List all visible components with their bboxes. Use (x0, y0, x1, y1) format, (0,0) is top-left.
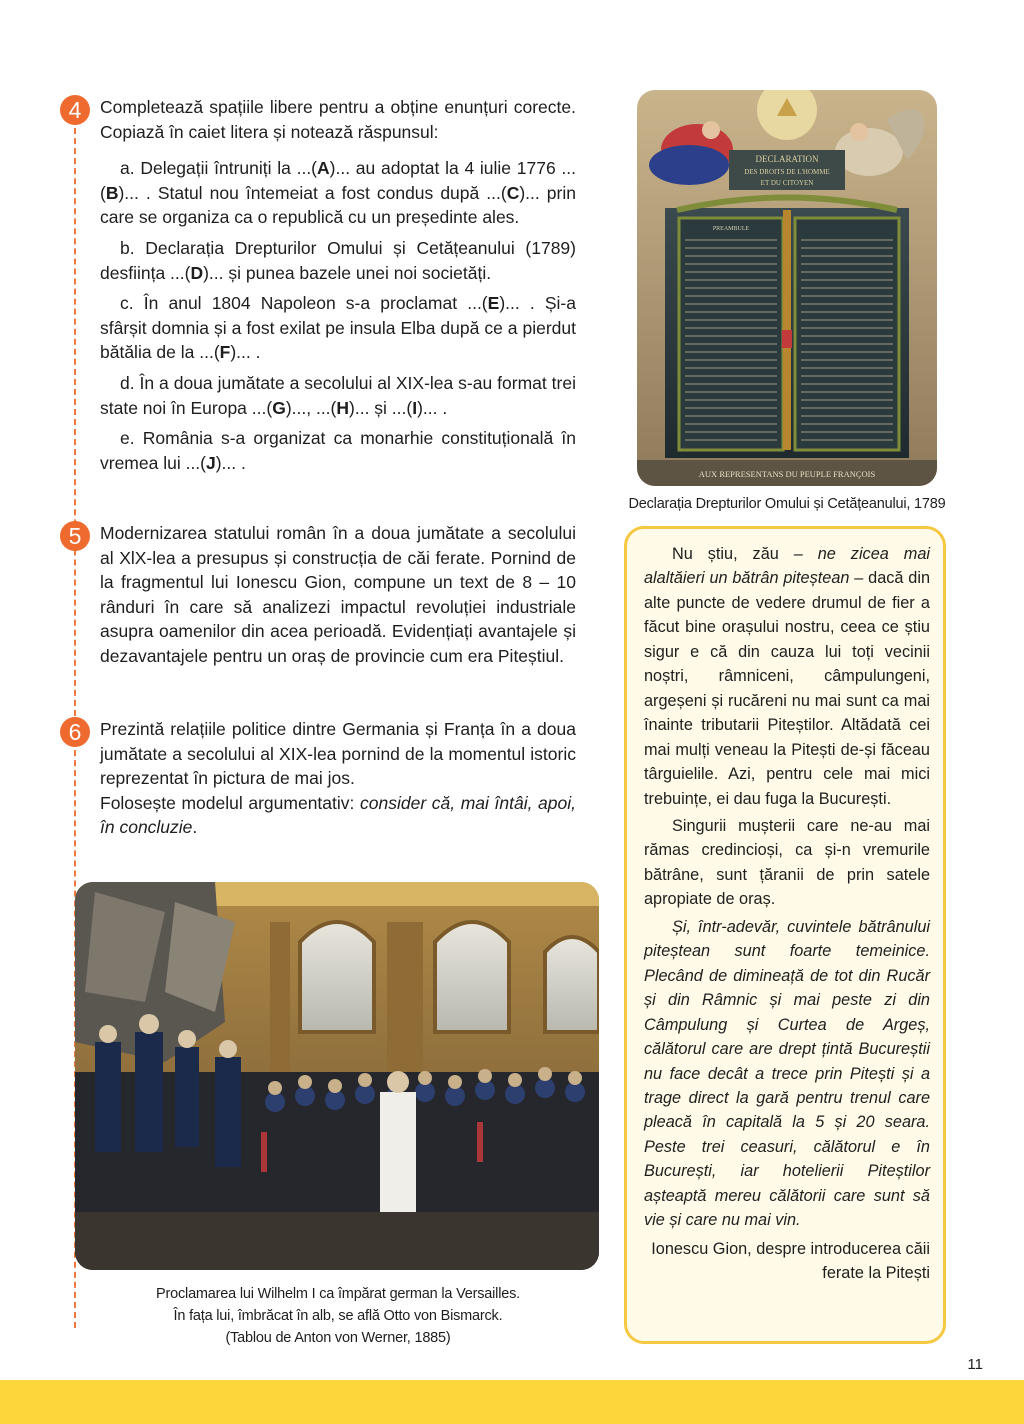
task-6 (100, 717, 576, 840)
task-4-badge: 4 (60, 95, 90, 125)
versailles-illustration (75, 882, 599, 1270)
source-paragraph-3: Și, într-adevăr, cuvintele bătrânului piteștean sunt foarte temeinice. Plecând de dimineață de tot din Rucăr și din Râmnic și mai peste zi din Câmpulung și Curtea de Argeș, călătorul care are drept țintă Bucureștii nu face decât a trece prin Pitești și a trage direct la gară pentru trenul care pleacă în capitală la 5 și 20 seara. Peste trei ceasuri, călătorul e în București, iar hotelierii Piteștilor așteaptă mereu călătorii care sunt să vie și care nu mai vin. (644, 917, 930, 1230)
answer-letter: J (206, 452, 216, 473)
source-text (644, 542, 930, 1286)
versailles-image (75, 882, 599, 1270)
task-5-text: Modernizarea statului român în a doua jumătate a secolului al XlX-lea a presupus și construcția de căi ferate. Pornind de la fragmentul lui Ionescu Gion, compune un text de 8 – 10 rânduri în care să analizezi impactul revoluției industriale asupra oamenilor din acea perioadă. Evidențiați avantajele și dezavantajele pentru un oraș de provincie cum era Piteștiul. (100, 523, 576, 666)
item-text: )... . Și-a sfârșit domnia și a fost exilat pe insula Elba după ce a pierdut bătălia de la ...( (100, 293, 576, 363)
answer-letter: I (412, 397, 418, 418)
answer-letter: E (487, 293, 500, 314)
versailles-caption-line2: În fața lui, îmbrăcat în alb, se află Otto von Bismarck. (173, 1308, 503, 1324)
task-4-intro: Completează spațiile libere pentru a obține enunțuri corecte. Copiază în caiet litera și notează răspunsul: (100, 97, 576, 142)
answer-letter: G (272, 397, 286, 418)
item-text: b. Declarația Drepturilor Omului și Cetățeanului (1789) desființa ...( (100, 237, 576, 283)
declaration-illustration (637, 90, 937, 486)
item-text: d. În a doua jumătate a secolului al XIX-lea s-au format trei state noi în Europa ...( (100, 372, 576, 418)
declaration-image (637, 90, 937, 486)
item-text: )... și punea bazele unei noi societăți. (203, 262, 492, 283)
item-text: )... și ...( (349, 397, 413, 418)
item-text: )... . (417, 397, 448, 418)
task-6-model-lead: Folosește modelul argumentativ: (100, 792, 360, 813)
source-p1-quote: ne zicea mai alaltăieri un bătrân piteștean (644, 545, 930, 588)
answer-letter: H (336, 397, 350, 418)
item-text: )... prin care se organiza ca o republică cu un președinte ales. (100, 182, 576, 228)
task-4-item-e (100, 426, 576, 475)
answer-letter: B (105, 182, 119, 203)
task-4-item-a (100, 156, 576, 230)
source-p1-start: Nu știu, zău – (672, 545, 818, 563)
task-4-item-d (100, 371, 576, 420)
answer-letter: F (219, 342, 231, 363)
task-6-text (100, 717, 576, 840)
item-text: c. În anul 1804 Napoleon s-a proclamat ...( (120, 293, 488, 314)
item-text: )... . (215, 452, 246, 473)
answer-letter: D (190, 262, 204, 283)
declaration-banner-1: DECLARATION (755, 154, 819, 164)
footer-bar (0, 1380, 1024, 1424)
source-author: Ionescu Gion, despre introducerea căii ferate la Pitești (651, 1239, 930, 1283)
declaration-bottom-text: AUX REPRESENTANS DU PEUPLE FRANÇOIS (698, 469, 876, 479)
task-4-item-c (100, 291, 576, 365)
versailles-caption-line1: Proclamarea lui Wilhelm I ca împărat german la Versailles. (156, 1286, 520, 1302)
task-5-badge: 5 (60, 521, 90, 551)
declaration-banner-2: DES DROITS DE L'HOMME (744, 168, 830, 176)
task-6-body: Prezintă relațiile politice dintre Germania și Franța în a doua jumătate a secolului al XIX-lea pornind de la momentul istoric reprezentat în pictura de mai jos. (100, 719, 576, 789)
item-text: )..., ...( (285, 397, 337, 418)
item-text: e. România s-a organizat ca monarhie constituțională în vremea lui ...( (100, 428, 576, 473)
declaration-caption: Declarația Drepturilor Omului și Cetățeanului, 1789 (628, 496, 946, 512)
page-number: 11 (967, 1356, 983, 1373)
answer-letter: C (506, 182, 520, 203)
answer-letter: A (317, 158, 330, 179)
source-paragraph-2: Singurii mușterii care ne-au mai rămas credincioși, ca și-n vremurile bătrâne, sunt țăranii de prin satele apropiate de oraș. (644, 816, 930, 909)
task-6-badge: 6 (60, 717, 90, 747)
source-paragraph-1 (644, 542, 930, 811)
versailles-caption-line3: (Tablou de Anton von Werner, 1885) (225, 1330, 451, 1346)
declaration-banner-3: ET DU CITOYEN (760, 179, 814, 187)
declaration-preamble: PREAMBULE (712, 226, 750, 232)
item-text: )... au adoptat la 4 iulie 1776 ...( (100, 158, 576, 203)
task-5 (100, 521, 576, 669)
task-6-model-words: consider că, mai întâi, apoi, în concluzie (100, 792, 576, 838)
source-p1-rest: – dacă din alte puncte de vedere drumul de fier a făcut bine orașului nostru, ceea ce știu sigur e că din cauza lui toți vecinii noștri, râmniceni, câmpulungeni, argeșeni și rucăreni nu mai sunt ca mai înainte tributarii Piteștilor. Altădată cei mai mulți veneau la Pitești de-și făceau târguielile. Azi, pentru cele mai mici trebuințe, ei dau fuga la București. (644, 569, 930, 808)
item-text: )... . (230, 342, 261, 363)
task-6-model-end: . (192, 817, 198, 838)
versailles-caption (100, 1283, 576, 1349)
item-text: )... . Statul nou întemeiat a fost condus după ...( (118, 182, 507, 203)
task-4-item-b (100, 236, 576, 285)
task-4 (100, 95, 576, 475)
item-text: a. Delegații întruniți la ...( (120, 158, 318, 179)
